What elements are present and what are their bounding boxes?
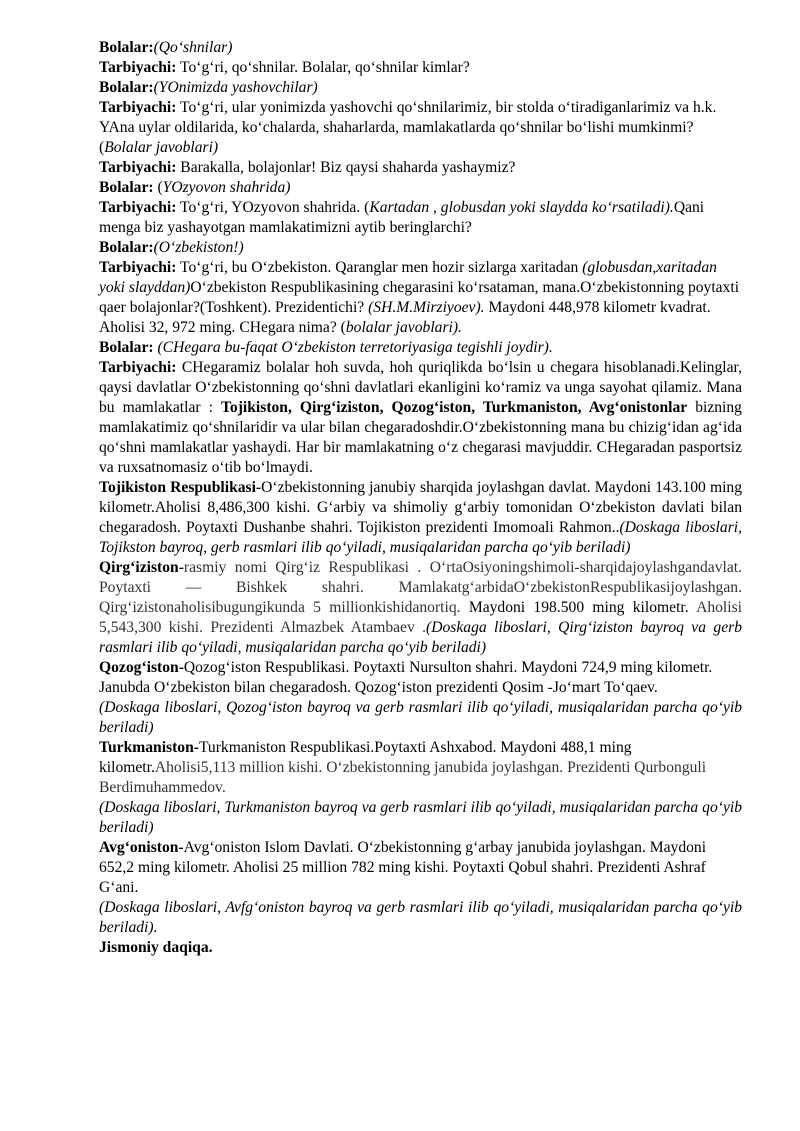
country-heading: Qirg‘iziston-: [99, 559, 184, 576]
physical-exercise-heading: Jismoniy daqiqa.: [99, 939, 213, 956]
country-text: rasmiy nomi Qirg‘iz Respublikasi . O‘rtaOsiyoningshimoli-sharqidajoylashgandavlat. Poytaxti — Bishkek shahri.: [99, 559, 742, 596]
dialogue-text: To‘g‘ri, qo‘shnilar. Bolalar, qo‘shnilar kimlar?: [176, 59, 470, 76]
country-section-afghanistan: [99, 838, 742, 898]
stage-direction-line: [99, 898, 742, 938]
stage-direction: (SH.M.Mirziyoev).: [368, 299, 485, 316]
dialogue-text: To‘g‘ri, YOzyovon shahrida. (: [176, 199, 370, 216]
dialogue-text: To‘g‘ri, ular yonimizda yashovchi qo‘shnilarimiz, bir stolda o‘tiradiganlarimiz va h.k. YAna uylar oldilarida, ko‘chalarda, shaharlarda, mamlakatlarda qo‘shnilar bo‘lishi mumkinmi?: [99, 99, 717, 136]
response-text: (O‘zbekiston!): [153, 239, 244, 256]
stage-direction: (Doskaga liboslari, Qirg‘iziston bayroq va gerb rasmlari ilib qo‘yiladi, musiqalaridan parcha qo‘yib beriladi): [99, 619, 742, 656]
speaker-label: Tarbiyachi:: [99, 159, 177, 176]
dialogue-text: CHegaramiz bolalar hoh suvda, hoh quriqlikda bo‘lsin u chegara hisoblanadi.Kelinglar, qaysi davlatlar O‘zbekistonning qo‘shni davlatlari ekanligini ko‘ramiz va unga sayohat qilamiz. Mana bu mamlakatlar :: [99, 359, 742, 416]
stage-direction: (globusdan,xaritadan yoki slayddan): [99, 259, 717, 296]
country-text: Aholisi 5,543,300 kishi. Prezidenti Almazbek Atambaev .: [99, 599, 742, 636]
response-text: (Qo‘shnilar): [153, 39, 233, 56]
dialogue-line: [99, 338, 742, 358]
dialogue-line: [99, 258, 742, 338]
dialogue-text: O‘zbekiston Respublikasining chegarasini ko‘rsataman, mana.O‘zbekistonning poytaxti qaer bolajonlar?(Toshkent). Prezidentichi?: [99, 279, 740, 316]
country-heading: Tojikiston Respublikasi-: [99, 479, 262, 496]
dialogue-text: bizning mamlakatimiz qo‘shnilaridir va ular bilan chegaradoshdir.O‘zbekistonning mana bu chizig‘idan ag‘ida qo‘shni mamlakatlar yashaydi. Har bir mamlakatning o‘z chegarasi mavjuddir. CHegaradan pasportsiz va ruxsatnomasiz o‘tib bo‘lmaydi.: [99, 399, 742, 476]
stage-direction: Kartadan , globusdan yoki slaydda ko‘rsatiladi).: [369, 199, 674, 216]
dialogue-text: To‘g‘ri, bu O‘zbekiston. Qaranglar men hozir sizlarga xaritadan: [176, 259, 583, 276]
country-section-kazakhstan: [99, 658, 742, 698]
dialogue-line: [99, 78, 742, 98]
country-section-kyrgyzstan: [99, 558, 742, 658]
stage-direction: (Doskaga liboslari, Qozog‘iston bayroq va gerb rasmlari ilib qo‘yiladi, musiqalaridan parcha qo‘yib beriladi): [99, 699, 742, 736]
country-section-tajikistan: [99, 478, 742, 558]
stage-direction: (Doskaga liboslari, Avfg‘oniston bayroq va gerb rasmlari ilib qo‘yiladi, musiqalaridan parcha qo‘yib beriladi).: [99, 899, 742, 936]
section-heading: [99, 938, 742, 958]
dialogue-text: Qani menga biz yashayotgan mamlakatimizni aytib beringlarchi?: [99, 199, 705, 236]
response-text: Bolalar javoblari): [104, 139, 219, 156]
country-text: Turkmaniston Respublikasi.Poytaxti Ashxabod. Maydoni 488,1 ming kilometr.: [99, 739, 632, 776]
stage-direction: (Doskaga liboslari, Tojikston bayroq, gerb rasmlari ilib qo‘yiladi, musiqalaridan parcha qo‘yib beriladi): [99, 519, 742, 556]
dialogue-line: [99, 98, 742, 138]
dialogue-line: [99, 358, 742, 478]
country-list: Tojikiston, Qirg‘iziston, Qozog‘iston, Turkmaniston, Avg‘onistonlar: [220, 399, 688, 416]
dialogue-text: Barakalla, bolajonlar! Biz qaysi shaharda yashaymiz?: [176, 159, 516, 176]
dialogue-line: [99, 158, 742, 178]
country-text: Qozog‘iston Respublikasi. Poytaxti Nursulton shahri. Maydoni 724,9 ming kilometr. Janubda O‘zbekiston bilan chegaradosh. Qozog‘iston prezidenti Qosim -Jo‘mart To‘qaev.: [99, 659, 713, 696]
speaker-label: Bolalar:: [99, 179, 154, 196]
country-text: Maydoni 198.500 ming kilometr.: [460, 599, 689, 616]
country-text: Aholisi5,113 million kishi. O‘zbekistonning janubida joylashgan. Prezidenti Qurbonguli Berdimuhammedov.: [99, 759, 707, 796]
dialogue-line: [99, 238, 742, 258]
stage-direction: bolalar javoblari).: [345, 319, 462, 336]
speaker-label: Bolalar:: [99, 339, 154, 356]
country-heading: Avg‘oniston-: [99, 839, 184, 856]
dialogue-line: [99, 58, 742, 78]
speaker-label: Tarbiyachi:: [99, 259, 177, 276]
speaker-label: Bolalar:: [99, 79, 154, 96]
speaker-label: Bolalar:: [99, 39, 154, 56]
speaker-label: Tarbiyachi:: [99, 59, 177, 76]
country-text: O‘zbekistonning janubiy sharqida joylashgan davlat. Maydoni 143.100 ming kilometr.Aholisi 8,486,300 kishi. G‘arbiy va shimoliy g‘arbiy tomonidan O‘zbekiston davlati bilan chegaradosh. Poytaxti Dushanbe shahri. Tojikiston prezidenti Imomoali Rahmon..: [99, 479, 743, 536]
speaker-label: Tarbiyachi:: [99, 99, 177, 116]
country-heading: Turkmaniston-: [99, 739, 199, 756]
dialogue-line: [99, 178, 742, 198]
stage-direction-line: [99, 698, 742, 738]
paren-open: (: [153, 179, 163, 196]
paren-open: (: [99, 139, 105, 156]
response-text: (YOnimizda yashovchilar): [153, 79, 318, 96]
speaker-label: Bolalar:: [99, 239, 154, 256]
dialogue-text: Maydoni 448,978 kilometr kvadrat. Aholisi 32, 972 ming. CHegara nima? (: [99, 299, 711, 336]
speaker-label: Tarbiyachi:: [99, 359, 177, 376]
country-section-turkmenistan: [99, 738, 742, 798]
response-text: (CHegara bu-faqat O‘zbekiston terretoriyasiga tegishli joydir).: [153, 339, 553, 356]
country-text: Mamlakatg‘arbidaO‘zbekistonRespublikasijoylashgan. Qirg‘izistonaholisibugungikunda 5 millionkishidanortiq.: [99, 579, 742, 616]
dialogue-line: [99, 138, 742, 158]
response-text: YOzyovon shahrida): [162, 179, 291, 196]
dialogue-line: [99, 38, 742, 58]
country-heading: Qozog‘iston-: [99, 659, 184, 676]
stage-direction: (Doskaga liboslari, Turkmaniston bayroq va gerb rasmlari ilib qo‘yiladi, musiqalaridan parcha qo‘yib beriladi): [99, 799, 742, 836]
dialogue-line: [99, 198, 742, 238]
speaker-label: Tarbiyachi:: [99, 199, 177, 216]
country-text: Avg‘oniston Islom Davlati. O‘zbekistonning g‘arbay janubida joylashgan. Maydoni 652,2 ming kilometr. Aholisi 25 million 782 ming kishi. Poytaxti Qobul shahri. Prezidenti Ashraf G‘ani.: [99, 839, 707, 896]
stage-direction-line: [99, 798, 742, 838]
